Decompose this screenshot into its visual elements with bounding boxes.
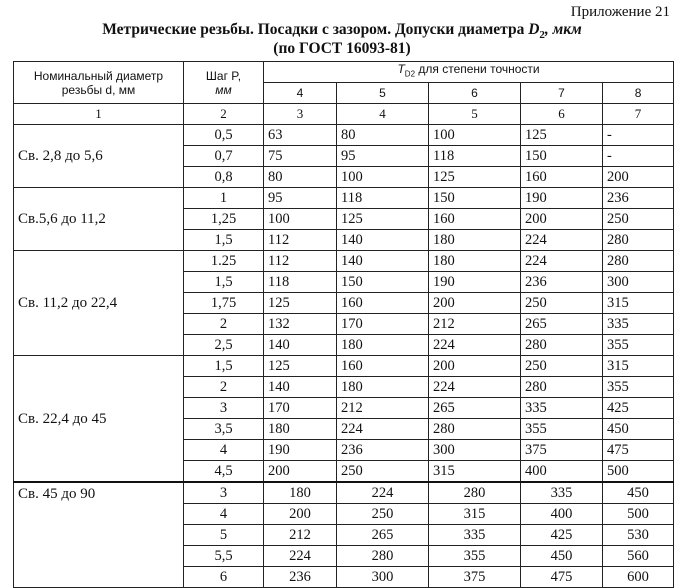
tolerance-cell: 425 <box>521 525 603 546</box>
tolerance-cell: 250 <box>521 356 603 377</box>
tolerance-cell: 475 <box>603 440 674 461</box>
tolerance-cell: 315 <box>603 293 674 314</box>
tolerance-cell: 190 <box>429 272 521 293</box>
tolerance-cell: 375 <box>521 440 603 461</box>
tolerance-cell: 160 <box>429 209 521 230</box>
tolerance-cell: 600 <box>603 567 674 588</box>
tolerance-cell: 100 <box>337 167 429 188</box>
tolerance-cell: 375 <box>429 567 521 588</box>
tolerance-cell: 112 <box>264 230 337 251</box>
tolerance-cell: 224 <box>521 251 603 272</box>
tolerance-cell: 170 <box>264 398 337 419</box>
tolerance-cell: 200 <box>264 504 337 525</box>
header-grade-8: 8 <box>603 83 674 104</box>
tolerance-cell: 180 <box>429 251 521 272</box>
tolerance-cell: 125 <box>521 125 603 146</box>
header-diameter: Номинальный диаметр резьбы d, мм <box>14 62 184 104</box>
tolerance-cell: 236 <box>264 567 337 588</box>
tolerance-cell: 265 <box>521 314 603 335</box>
tolerance-cell: 180 <box>337 377 429 398</box>
header-grade-span <box>264 62 674 83</box>
pitch-cell: 3 <box>184 398 264 419</box>
tolerance-cell: 200 <box>521 209 603 230</box>
tolerance-cell: 125 <box>429 167 521 188</box>
pitch-cell: 5,5 <box>184 546 264 567</box>
header-pitch-line1: Шаг P, <box>205 68 242 83</box>
tolerance-cell: 95 <box>264 188 337 209</box>
pitch-cell: 1,25 <box>184 209 264 230</box>
header-numbers-row <box>14 104 674 125</box>
pitch-cell: 0,8 <box>184 167 264 188</box>
tolerance-cell: 224 <box>521 230 603 251</box>
pitch-cell: 0,5 <box>184 125 264 146</box>
tolerance-cell: 224 <box>337 482 429 504</box>
tolerance-cell: 500 <box>603 461 674 483</box>
tolerance-cell: 140 <box>264 335 337 356</box>
tolerance-cell: 212 <box>337 398 429 419</box>
tolerance-cell: 300 <box>337 567 429 588</box>
tolerance-cell: 265 <box>429 398 521 419</box>
tolerance-cell: 132 <box>264 314 337 335</box>
title-text: Метрические резьбы. Посадки с зазором. Допуски диаметра <box>102 21 529 38</box>
tolerance-table <box>13 61 674 588</box>
header-column-number: 2 <box>184 104 264 125</box>
table-row <box>14 356 674 377</box>
tolerance-cell: 95 <box>337 146 429 167</box>
pitch-cell: 1 <box>184 188 264 209</box>
tolerance-cell: 125 <box>264 293 337 314</box>
pitch-cell: 6 <box>184 567 264 588</box>
pitch-cell: 2 <box>184 377 264 398</box>
tolerance-cell: 125 <box>264 356 337 377</box>
header-grade-5: 5 <box>337 83 429 104</box>
tolerance-cell: 224 <box>429 335 521 356</box>
tolerance-cell: 224 <box>429 377 521 398</box>
pitch-cell: 4,5 <box>184 461 264 483</box>
header-column-number: 4 <box>337 104 429 125</box>
tolerance-cell: 280 <box>429 482 521 504</box>
header-column-number: 5 <box>429 104 521 125</box>
tolerance-cell: 190 <box>521 188 603 209</box>
table-row <box>14 188 674 209</box>
tolerance-cell: 300 <box>429 440 521 461</box>
tolerance-cell: 200 <box>603 167 674 188</box>
diameter-range-cell: Св.5,6 до 11,2 <box>14 188 184 251</box>
tolerance-cell: 280 <box>337 546 429 567</box>
pitch-cell: 3 <box>184 482 264 504</box>
tolerance-cell: 300 <box>603 272 674 293</box>
tolerance-cell: 200 <box>429 356 521 377</box>
title-symbol: D <box>528 21 540 38</box>
header-pitch <box>184 62 264 104</box>
tolerance-cell: 212 <box>429 314 521 335</box>
page-subtitle: (по ГОСТ 16093-81) <box>273 40 411 57</box>
tolerance-cell: 140 <box>264 377 337 398</box>
pitch-cell: 2 <box>184 314 264 335</box>
tolerance-cell: 530 <box>603 525 674 546</box>
tolerance-cell: 100 <box>429 125 521 146</box>
title-symbol-sub: 2 <box>539 29 545 42</box>
tolerance-cell: 212 <box>264 525 337 546</box>
tolerance-cell: 400 <box>521 461 603 483</box>
tolerance-cell: 335 <box>603 314 674 335</box>
tolerance-cell: 118 <box>337 188 429 209</box>
diameter-range-cell: Св. 22,4 до 45 <box>14 356 184 483</box>
pitch-cell: 0,7 <box>184 146 264 167</box>
tolerance-cell: 280 <box>521 377 603 398</box>
tolerance-cell: 160 <box>521 167 603 188</box>
tolerance-cell: 180 <box>429 230 521 251</box>
pitch-cell: 1,5 <box>184 272 264 293</box>
tolerance-cell: 280 <box>603 230 674 251</box>
header-grade-7: 7 <box>521 83 603 104</box>
header-t-sub: D2 <box>404 69 416 79</box>
tolerance-cell: 224 <box>337 419 429 440</box>
diameter-range-cell: Св. 11,2 до 22,4 <box>14 251 184 356</box>
tolerance-cell: 190 <box>264 440 337 461</box>
table-body <box>14 125 674 588</box>
pitch-cell: 4 <box>184 440 264 461</box>
tolerance-cell: 150 <box>429 188 521 209</box>
tolerance-cell: 125 <box>337 209 429 230</box>
table-row <box>14 482 674 504</box>
tolerance-cell: 475 <box>521 567 603 588</box>
tolerance-cell: 450 <box>603 419 674 440</box>
tolerance-cell: 236 <box>337 440 429 461</box>
tolerance-cell: 280 <box>429 419 521 440</box>
tolerance-cell: 180 <box>264 482 337 504</box>
tolerance-cell: 335 <box>521 398 603 419</box>
tolerance-cell: 224 <box>264 546 337 567</box>
tolerance-cell: 315 <box>429 504 521 525</box>
tolerance-cell: 450 <box>521 546 603 567</box>
header-grade-text: для степени точности <box>418 62 540 77</box>
tolerance-cell: 160 <box>337 356 429 377</box>
tolerance-cell: 335 <box>429 525 521 546</box>
tolerance-cell: 400 <box>521 504 603 525</box>
tolerance-cell: 315 <box>429 461 521 483</box>
title-unit: , мкм <box>544 21 582 38</box>
tolerance-cell: 355 <box>603 377 674 398</box>
tolerance-cell: 200 <box>264 461 337 483</box>
tolerance-cell: 180 <box>264 419 337 440</box>
tolerance-cell: - <box>603 125 674 146</box>
tolerance-cell: - <box>603 146 674 167</box>
pitch-cell: 2,5 <box>184 335 264 356</box>
tolerance-cell: 450 <box>603 482 674 504</box>
table-row <box>14 125 674 146</box>
tolerance-cell: 180 <box>337 335 429 356</box>
tolerance-cell: 118 <box>429 146 521 167</box>
tolerance-cell: 140 <box>337 230 429 251</box>
tolerance-cell: 560 <box>603 546 674 567</box>
tolerance-cell: 500 <box>603 504 674 525</box>
tolerance-cell: 250 <box>337 504 429 525</box>
header-pitch-unit: мм <box>215 82 232 97</box>
pitch-cell: 1,5 <box>184 230 264 251</box>
header-column-number: 1 <box>14 104 184 125</box>
tolerance-cell: 335 <box>521 482 603 504</box>
table-row <box>14 251 674 272</box>
pitch-cell: 4 <box>184 504 264 525</box>
tolerance-cell: 63 <box>264 125 337 146</box>
pitch-cell: 1.25 <box>184 251 264 272</box>
tolerance-cell: 355 <box>521 419 603 440</box>
pitch-cell: 5 <box>184 525 264 546</box>
table-header <box>14 62 674 125</box>
tolerance-cell: 250 <box>603 209 674 230</box>
tolerance-cell: 118 <box>264 272 337 293</box>
header-column-number: 3 <box>264 104 337 125</box>
pitch-cell: 1,5 <box>184 356 264 377</box>
tolerance-cell: 315 <box>603 356 674 377</box>
tolerance-cell: 75 <box>264 146 337 167</box>
tolerance-cell: 355 <box>603 335 674 356</box>
appendix-label: Приложение 21 <box>570 4 670 20</box>
tolerance-cell: 100 <box>264 209 337 230</box>
tolerance-cell: 80 <box>337 125 429 146</box>
tolerance-cell: 80 <box>264 167 337 188</box>
tolerance-cell: 170 <box>337 314 429 335</box>
tolerance-cell: 355 <box>429 546 521 567</box>
tolerance-cell: 236 <box>603 188 674 209</box>
tolerance-cell: 425 <box>603 398 674 419</box>
diameter-range-cell: Св. 2,8 до 5,6 <box>14 125 184 188</box>
diameter-range-cell: Св. 45 до 90 <box>14 482 184 588</box>
tolerance-cell: 265 <box>337 525 429 546</box>
pitch-cell: 3,5 <box>184 419 264 440</box>
pitch-cell: 1,75 <box>184 293 264 314</box>
tolerance-cell: 150 <box>521 146 603 167</box>
tolerance-cell: 200 <box>429 293 521 314</box>
tolerance-cell: 150 <box>337 272 429 293</box>
tolerance-cell: 140 <box>337 251 429 272</box>
tolerance-cell: 280 <box>603 251 674 272</box>
tolerance-cell: 250 <box>521 293 603 314</box>
header-column-number: 7 <box>603 104 674 125</box>
tolerance-cell: 112 <box>264 251 337 272</box>
header-grade-6: 6 <box>429 83 521 104</box>
header-grade-4: 4 <box>264 83 337 104</box>
tolerance-cell: 236 <box>521 272 603 293</box>
tolerance-cell: 160 <box>337 293 429 314</box>
header-column-number: 6 <box>521 104 603 125</box>
tolerance-cell: 250 <box>337 461 429 483</box>
header-t-symbol: T <box>397 62 405 77</box>
tolerance-cell: 280 <box>521 335 603 356</box>
